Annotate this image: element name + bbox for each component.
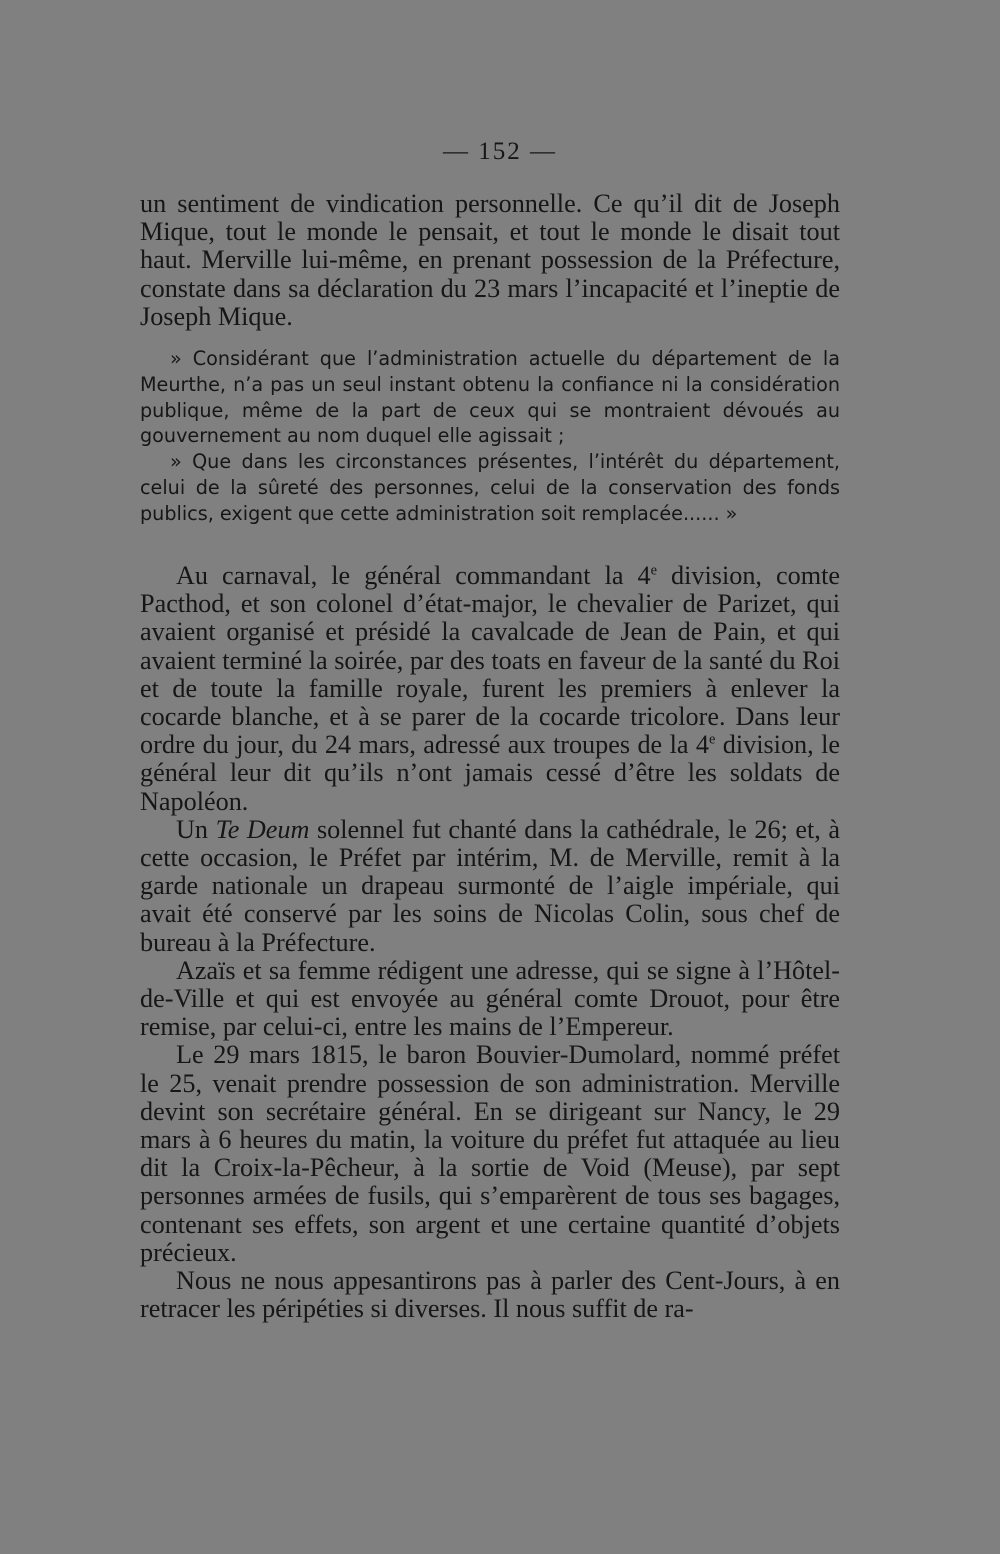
carnaval-paragraph: [140, 562, 840, 816]
ordinal-superscript: e: [650, 562, 658, 579]
tedeum-text-2: solennel fut chanté dans la cathédrale, le 26; et, à cette occasion, le Préfet par intérim, M. de Merville, remit à la garde nationale un drapeau surmonté de l’aigle impériale, qui avait été conservé par les soins de Nicolas Colin, sous chef de bureau à la Préfecture.: [140, 814, 841, 957]
page-number: — 152 —: [443, 138, 557, 165]
main-text: [140, 562, 840, 1323]
centjours-paragraph: Nous ne nous appesantirons pas à parler des Cent-Jours, à en retracer les péripéties si diverses. Il nous suffit de ra-: [140, 1266, 840, 1324]
azais-paragraph: Azaïs et sa femme rédigent une adresse, qui se signe à l’Hôtel-de-Ville et qui est envoyée au général comte Drouot, pour être remise, par celui-ci, entre les mains de l’Empereur.: [140, 955, 840, 1042]
quoted-declaration: [140, 346, 840, 527]
carnaval-text-2: division, comte Pacthod, et son colonel d’état-major, le chevalier de Parizet, qui avaient organisé et présidé la cavalcade de Jean de Pain, et qui avaient terminé la soirée, par des toats en faveur de la santé du Roi et de toute la famille royale, furent les premiers à enlever la cocarde blanche, et à se parer de la cocarde tricolore. Dans leur ordre du jour, du 24 mars, adressé aux troupes de la 4: [140, 561, 840, 760]
ordinal-superscript: e: [708, 731, 716, 748]
page-body: [140, 190, 840, 331]
tedeum-text-1: Un: [176, 814, 216, 844]
carnaval-text-3: division, le général leur dit qu’ils n’ont jamais cessé d’être les soldats de Napoléon.: [140, 730, 840, 816]
bouvier-paragraph: Le 29 mars 1815, le baron Bouvier-Dumolard, nommé préfet le 25, venait prendre possession de son administration. Merville devint son secrétaire général. En se dirigeant sur Nancy, le 29 mars à 6 heures du matin, la voiture du préfet fut attaquée au lieu dit la Croix-la-Pêcheur, à la sortie de Void (Meuse), par sept personnes armées de fusils, qui s’emparèrent de tous ses bagages, contenant ses effets, son argent et une certaine quantité d’objets précieux.: [140, 1040, 840, 1267]
intro-paragraph: un sentiment de vindication personnelle. Ce qu’il dit de Joseph Mique, tout le monde le pensait, et tout le monde le disait tout haut. Merville lui-même, en prenant possession de la Préfecture, constate dans sa déclaration du 23 mars l’incapacité et l’ineptie de Joseph Mique.: [140, 189, 840, 331]
quote-paragraph-1: » Considérant que l’administration actuelle du département de la Meurthe, n’a pas un seul instant obtenu la confiance ni la considération publique, même de la part de ceux qui se montraient dévoués au gouvernement au nom duquel elle agissait ;: [140, 347, 840, 448]
tedeum-italic: Te Deum: [215, 814, 310, 844]
quote-paragraph-2: » Que dans les circonstances présentes, l’intérêt du département, celui de la sûreté des personnes, celui de la conservation des fonds publics, exigent que cette administration soit remplacée...... »: [140, 450, 840, 525]
tedeum-paragraph: [140, 816, 840, 957]
carnaval-text-1: Au carnaval, le général commandant la 4: [176, 561, 651, 590]
